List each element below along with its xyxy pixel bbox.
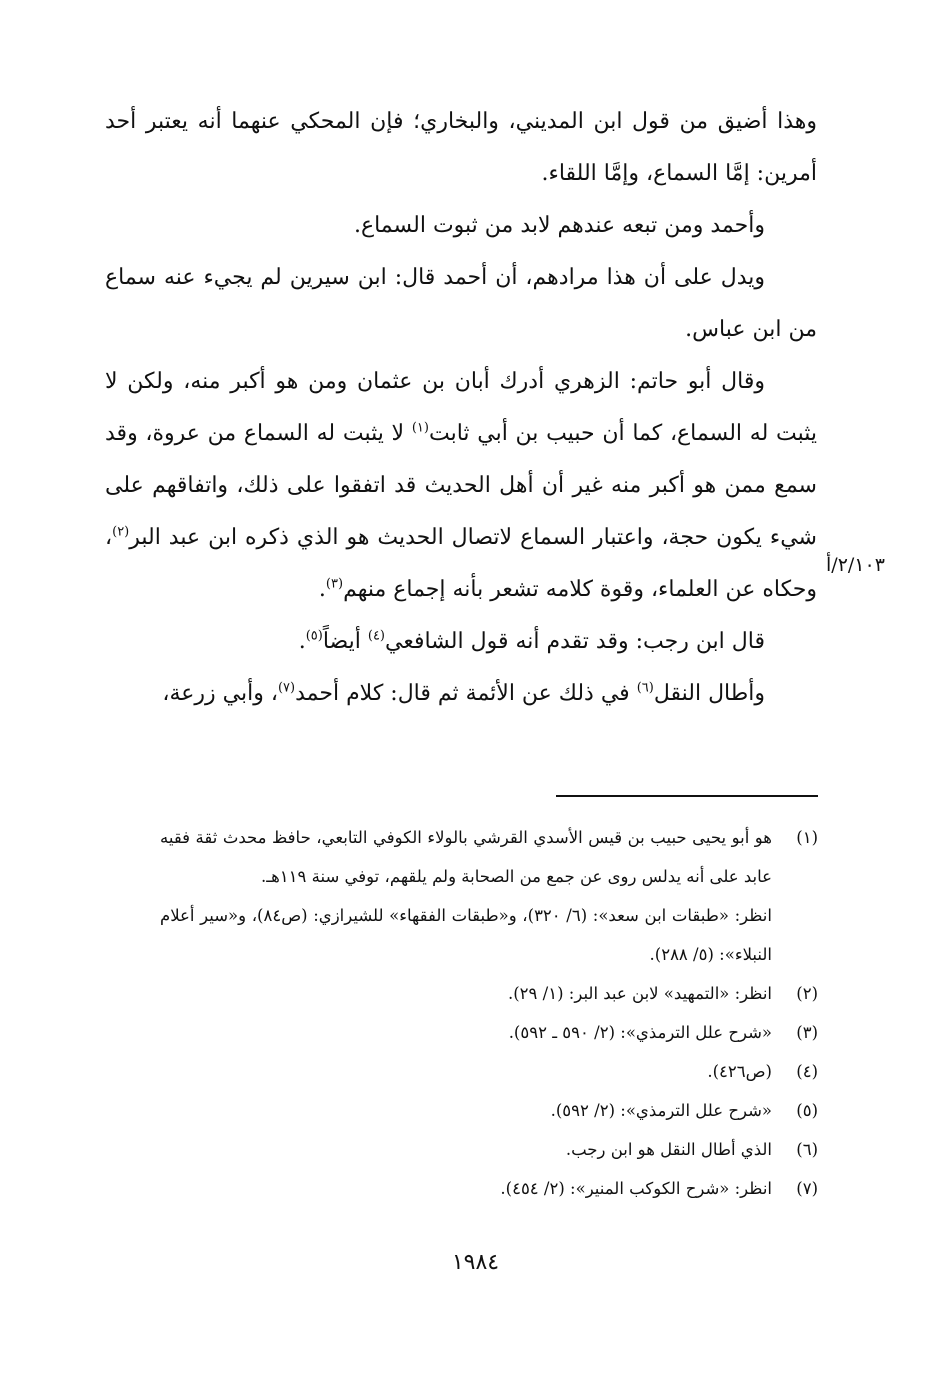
footnote-line: هو أبو يحيى حبيب بن قيس الأسدي القرشي بالولاء الكوفي التابعي، حافظ محدث ثقة فقيه عابد على أنه يدلس روى عن جمع من الصحابة ولم يلقهم، توفي سنة ١١٩هـ. xyxy=(160,828,772,886)
footnote-ref-3[interactable]: (٣) xyxy=(325,576,344,592)
manuscript-folio-reference: ٢/١٠٣/أ xyxy=(826,554,885,576)
footnote-number: (٣) xyxy=(796,1023,818,1042)
paragraph-5-text-a: قال ابن رجب: وقد تقدم أنه قول الشافعي xyxy=(385,629,765,654)
footnote-6 xyxy=(160,1130,818,1169)
paragraph-2: وأحمد ومن تبعه عندهم لابد من ثبوت السماع. xyxy=(353,213,765,238)
paragraph-4-text-b: لا يثبت له السماع من عروة، وقد سمع ممن هو أكبر منه غير أن أهل الحديث قد اتفقوا على ذلك، واتفاقهم على شيء يكون حجة، واعتبار السماع لاتصال الحديث هو الذي ذكره ابن عبد البر xyxy=(105,421,817,550)
footnote-1 xyxy=(160,818,818,974)
footnote-7 xyxy=(160,1169,818,1208)
footnote-number: (٥) xyxy=(796,1101,818,1120)
footnote-ref-5[interactable]: (٥) xyxy=(305,628,323,644)
footnote-5 xyxy=(160,1091,818,1130)
footnote-text: «شرح علل الترمذي»: (٢/ ٥٩٠ ـ ٥٩٢). xyxy=(508,1023,772,1042)
paragraph-4-text-d: . xyxy=(318,577,326,602)
paragraph-4-text-a: وقال أبو حاتم: الزهري أدرك أبان بن عثمان ومن هو أكبر منه، ولكن لا يثبت له السماع، كما أن حبيب بن أبي ثابت xyxy=(105,369,817,446)
paragraph-6-text-a: وأطال النقل xyxy=(653,681,765,706)
footnote-text: انظر: «شرح الكوكب المنير»: (٢/ ٤٥٤). xyxy=(500,1179,772,1198)
footnote-ref-6[interactable]: (٦) xyxy=(636,680,654,696)
footnote-ref-7[interactable]: (٧) xyxy=(277,680,296,696)
paragraph-1: وهذا أضيق من قول ابن المديني، والبخاري؛ فإن المحكي عنهما أنه يعتبر أحد أمرين: إمَّا السماع، وإمَّا اللقاء. xyxy=(105,109,817,186)
paragraph-5 xyxy=(105,616,817,668)
footnote-text: (ص٤٢٦). xyxy=(707,1062,772,1081)
footnote-text: «شرح علل الترمذي»: (٢/ ٥٩٢). xyxy=(550,1101,772,1120)
footnote-ref-2[interactable]: (٢) xyxy=(112,524,130,540)
footnote-number: (٢) xyxy=(796,984,818,1003)
footnotes xyxy=(160,818,818,1208)
footnote-text: الذي أطال النقل هو ابن رجب. xyxy=(565,1140,772,1159)
paragraph-5-text-b: أيضاً xyxy=(322,629,368,654)
footnote-number: (٦) xyxy=(796,1140,818,1159)
footnote-text: انظر: «التمهيد» لابن عبد البر: (١/ ٢٩). xyxy=(507,984,772,1003)
page-number: ١٩٨٤ xyxy=(451,1250,500,1275)
footnote-2 xyxy=(160,974,818,1013)
footnote-separator xyxy=(556,795,818,797)
footnote-text xyxy=(160,818,772,974)
paragraph-4 xyxy=(105,356,817,616)
main-text xyxy=(105,96,817,720)
footnote-ref-1[interactable]: (١) xyxy=(411,420,429,436)
paragraph-3: ويدل على أن هذا مرادهم، أن أحمد قال: ابن سيرين لم يجيء عنه سماع من ابن عباس. xyxy=(105,265,817,342)
paragraph-4-text-c: ، وحكاه عن العلماء، وقوة كلامه تشعر بأنه إجماع منهم xyxy=(105,525,817,602)
footnote-number: (٧) xyxy=(796,1179,818,1198)
footnote-3 xyxy=(160,1013,818,1052)
paragraph-6-text-c: ، وأبي زرعة، xyxy=(162,681,278,706)
footnote-number: (٤) xyxy=(796,1062,818,1081)
paragraph-6 xyxy=(105,668,817,720)
footnote-number: (١) xyxy=(796,828,818,847)
paragraph-5-text-c: . xyxy=(298,629,306,654)
footnote-ref-4[interactable]: (٤) xyxy=(367,628,385,644)
footnote-line: انظر: «طبقات ابن سعد»: (٦/ ٣٢٠)، و«طبقات الفقهاء» للشيرازي: (ص٨٤)، و«سير أعلام النبلاء»: (٥/ ٢٨٨). xyxy=(160,906,772,964)
footnote-4 xyxy=(160,1052,818,1091)
paragraph-6-text-b: في ذلك عن الأئمة ثم قال: كلام أحمد xyxy=(295,681,637,706)
